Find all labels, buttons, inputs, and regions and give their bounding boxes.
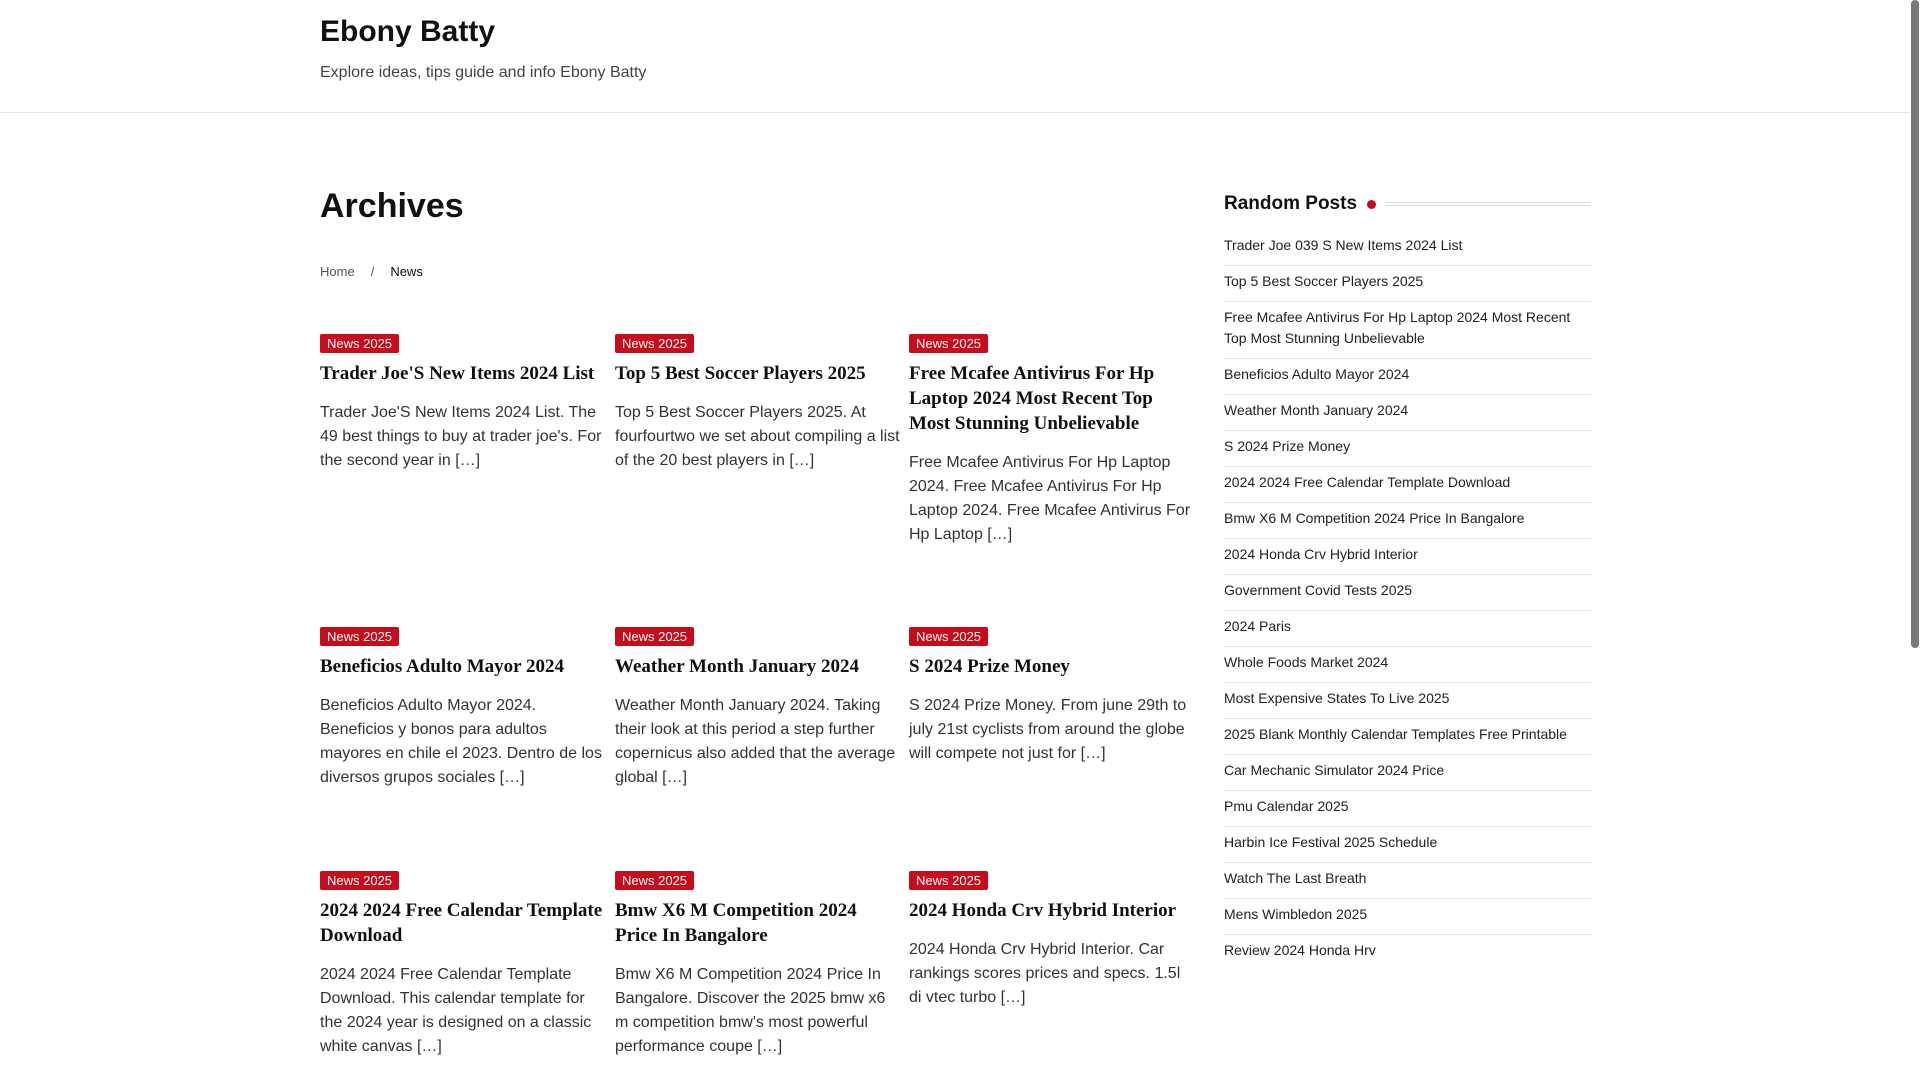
post-card: [909, 871, 1194, 1010]
random-post-link[interactable]: 2024 Paris: [1224, 611, 1591, 647]
post-excerpt: S 2024 Prize Money. From june 29th to july 21st cyclists from around the globe will compete not just for […]: [909, 697, 1187, 762]
post-excerpt: Top 5 Best Soccer Players 2025. At fourfourtwo we set about compiling a list of the 20 best players in […]: [615, 404, 900, 469]
random-post-link[interactable]: Top 5 Best Soccer Players 2025: [1224, 266, 1591, 302]
vertical-scrollbar[interactable]: [1910, 0, 1920, 1080]
page-title: Archives: [320, 187, 464, 225]
category-badge[interactable]: News 2025: [909, 871, 988, 890]
random-post-link[interactable]: Most Expensive States To Live 2025: [1224, 683, 1591, 719]
post-excerpt: 2024 Honda Crv Hybrid Interior. Car rankings scores prices and specs. 1.5l di vtec turbo […]: [909, 941, 1181, 1006]
post-title-link[interactable]: 2024 Honda Crv Hybrid Interior: [909, 900, 1177, 921]
random-post-link[interactable]: Free Mcafee Antivirus For Hp Laptop 2024 Most Recent Top Most Stunning Unbelievable: [1224, 302, 1591, 359]
random-post-link[interactable]: S 2024 Prize Money: [1224, 431, 1591, 467]
post-card: [320, 871, 605, 1059]
category-badge[interactable]: News 2025: [615, 627, 694, 646]
post-card: [615, 627, 900, 790]
random-post-link[interactable]: Harbin Ice Festival 2025 Schedule: [1224, 827, 1591, 863]
post-title-link[interactable]: Bmw X6 M Competition 2024 Price In Bangalore: [615, 900, 857, 946]
site-header: [0, 0, 1910, 113]
post-card: [909, 334, 1194, 547]
category-badge[interactable]: News 2025: [615, 871, 694, 890]
random-post-link[interactable]: Mens Wimbledon 2025: [1224, 899, 1591, 935]
title-dot-decoration: [1367, 200, 1376, 209]
post-excerpt: Trader Joe'S New Items 2024 List. The 49 best things to buy at trader joe's. For the second year in […]: [320, 404, 602, 469]
post-title-link[interactable]: Top 5 Best Soccer Players 2025: [615, 363, 866, 384]
post-excerpt: Beneficios Adulto Mayor 2024. Beneficios y bonos para adultos mayores en chile el 2023. Dentro de los diversos grupos sociales […]: [320, 697, 602, 786]
random-post-link[interactable]: Pmu Calendar 2025: [1224, 791, 1591, 827]
random-post-link[interactable]: Whole Foods Market 2024: [1224, 647, 1591, 683]
breadcrumb: [320, 264, 1200, 279]
random-post-link[interactable]: Government Covid Tests 2025: [1224, 575, 1591, 611]
random-post-link[interactable]: Car Mechanic Simulator 2024 Price: [1224, 755, 1591, 791]
post-card: [615, 334, 900, 473]
post-title-link[interactable]: Trader Joe'S New Items 2024 List: [320, 363, 595, 384]
main-content: [320, 112, 1200, 1055]
random-post-link[interactable]: Bmw X6 M Competition 2024 Price In Bangalore: [1224, 503, 1591, 539]
random-posts-title: Random Posts: [1224, 193, 1358, 214]
post-title-link[interactable]: Free Mcafee Antivirus For Hp Laptop 2024 Most Recent Top Most Stunning Unbelievable: [909, 363, 1155, 434]
site-title-link[interactable]: Ebony Batty: [320, 15, 496, 48]
category-badge[interactable]: News 2025: [320, 627, 399, 646]
random-post-link[interactable]: Beneficios Adulto Mayor 2024: [1224, 359, 1591, 395]
scrollbar-thumb[interactable]: [1911, 0, 1919, 648]
post-card: [320, 334, 605, 473]
post-excerpt: 2024 2024 Free Calendar Template Download. This calendar template for the 2024 year is designed on a classic white canvas […]: [320, 966, 592, 1055]
title-divider: [1385, 202, 1591, 206]
breadcrumb-current: News: [390, 264, 423, 279]
random-post-link[interactable]: 2024 Honda Crv Hybrid Interior: [1224, 539, 1591, 575]
random-post-link[interactable]: Trader Joe 039 S New Items 2024 List: [1224, 230, 1591, 266]
sidebar: [1224, 192, 1591, 970]
random-post-link[interactable]: 2025 Blank Monthly Calendar Templates Free Printable: [1224, 719, 1591, 755]
site-description: Explore ideas, tips guide and info Ebony Batty: [320, 64, 647, 81]
post-card: [909, 627, 1194, 766]
post-title-link[interactable]: S 2024 Prize Money: [909, 656, 1070, 677]
category-badge[interactable]: News 2025: [320, 334, 399, 353]
post-card: [615, 871, 900, 1059]
breadcrumb-home-link[interactable]: Home: [320, 264, 355, 279]
post-excerpt: Free Mcafee Antivirus For Hp Laptop 2024. Free Mcafee Antivirus For Hp Laptop 2024. Free Mcafee Antivirus For Hp Laptop […]: [909, 454, 1191, 543]
random-posts-header: [1224, 192, 1591, 216]
post-title-link[interactable]: 2024 2024 Free Calendar Template Download: [320, 900, 603, 946]
category-badge[interactable]: News 2025: [909, 334, 988, 353]
post-title-link[interactable]: Beneficios Adulto Mayor 2024: [320, 656, 565, 677]
post-excerpt: Weather Month January 2024. Taking their look at this period a step further copernicus also added that the average global […]: [615, 697, 896, 786]
random-post-link[interactable]: Review 2024 Honda Hrv: [1224, 942, 1376, 958]
branding: [320, 12, 646, 82]
post-excerpt: Bmw X6 M Competition 2024 Price In Bangalore. Discover the 2025 bmw x6 m competition bmw's most powerful performance coupe […]: [615, 966, 886, 1055]
random-post-link[interactable]: Watch The Last Breath: [1224, 863, 1591, 899]
category-badge[interactable]: News 2025: [320, 871, 399, 890]
random-post-link[interactable]: 2024 2024 Free Calendar Template Download: [1224, 467, 1591, 503]
random-post-link[interactable]: Weather Month January 2024: [1224, 395, 1591, 431]
category-badge[interactable]: News 2025: [615, 334, 694, 353]
category-badge[interactable]: News 2025: [909, 627, 988, 646]
post-card: [320, 627, 605, 790]
random-posts-list: [1224, 230, 1591, 970]
breadcrumb-separator: /: [370, 264, 375, 279]
post-title-link[interactable]: Weather Month January 2024: [615, 656, 860, 677]
